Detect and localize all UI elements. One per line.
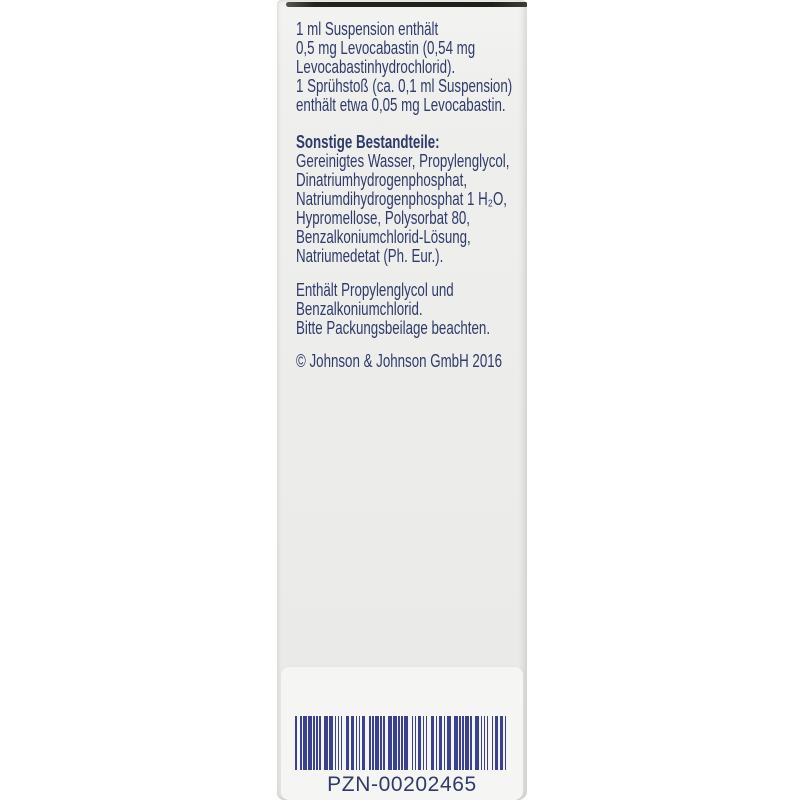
excipient-line: Natriumedetat (Ph. Eur.). [296, 246, 444, 266]
composition-line: Levocabastinhydrochlorid). [296, 57, 456, 77]
composition-text [296, 20, 533, 115]
warning-text [296, 281, 533, 338]
copyright-line: © Johnson & Johnson GmbH 2016 [296, 351, 503, 371]
excipient-line: Benzalkoniumchlorid-Lösung, [296, 227, 471, 247]
pzn-label [281, 667, 523, 800]
pzn-number: PZN-00202465 [327, 773, 477, 796]
box-top-edge [286, 2, 527, 7]
excipient-line: Gereinigtes Wasser, Propylenglycol, [296, 151, 510, 171]
panel-text [296, 20, 533, 371]
excipient-line: Dinatriumhydrogenphosphat, [296, 170, 468, 190]
excipient-line: Natriumdihydrogenphosphat 1 H₂O, [296, 189, 508, 209]
barcode [295, 716, 523, 770]
warning-line: Bitte Packungsbeilage beachten. [296, 318, 491, 338]
composition-line: 1 ml Suspension enthält [296, 19, 439, 39]
composition-line: 1 Sprühstoß (ca. 0,1 ml Suspension) [296, 76, 513, 96]
warning-line: Enthält Propylenglycol und [296, 280, 454, 300]
composition-line: 0,5 mg Levocabastin (0,54 mg [296, 38, 476, 58]
composition-line: enthält etwa 0,05 mg Levocabastin. [296, 95, 506, 115]
excipients-heading: Sonstige Bestandteile: [296, 132, 440, 152]
excipients-text [296, 152, 533, 266]
medicine-box-side-panel [277, 0, 527, 800]
excipient-line: Hypromellose, Polysorbat 80, [296, 208, 470, 228]
warning-line: Benzalkoniumchlorid. [296, 299, 423, 319]
